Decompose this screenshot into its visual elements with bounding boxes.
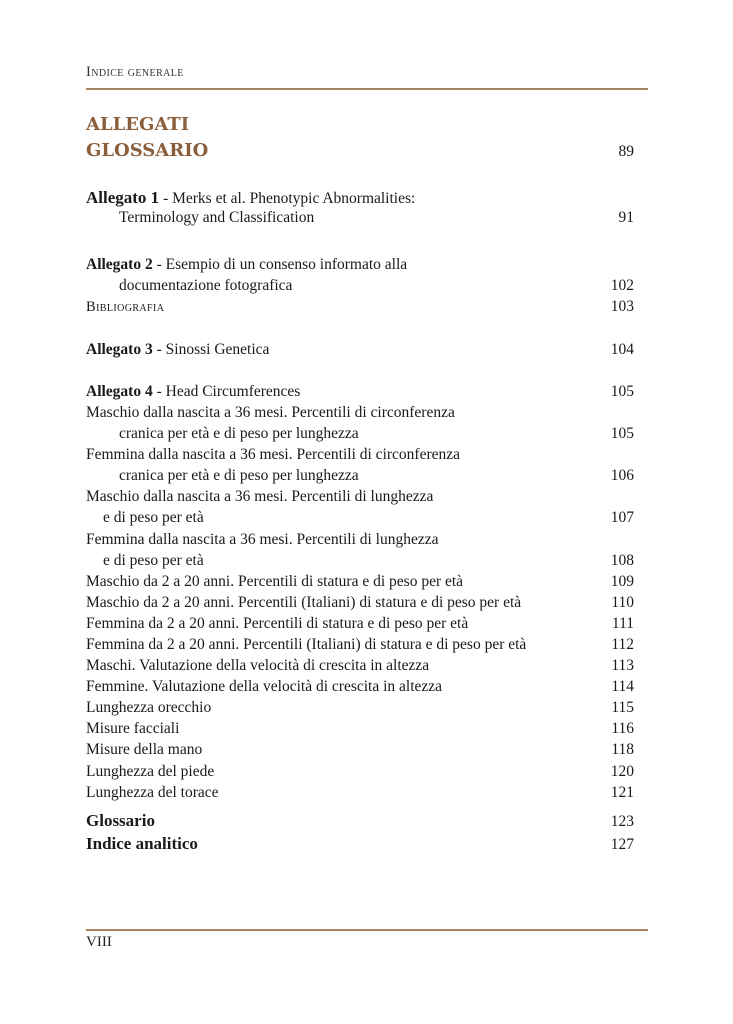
toc-entry-indice-analitico: Indice analitico (86, 834, 198, 853)
toc-subentry: Femmina da 2 a 20 anni. Percentili (Italiani) di statura e di peso per età (86, 636, 527, 653)
toc-subentry-page: 108 (610, 552, 634, 569)
toc-subentry-continued: e di peso per età (103, 552, 204, 569)
allegato-4-label: Allegato 4 (86, 383, 153, 400)
toc-subentry: Femmina dalla nascita a 36 mesi. Percentili di lunghezza (86, 531, 439, 548)
allegato-2-title: - Esempio di un consenso informato alla (152, 256, 408, 273)
header-rule (86, 88, 648, 90)
toc-subentry-continued: cranica per età e di peso per lunghezza (119, 467, 359, 484)
toc-subentry: Femmina dalla nascita a 36 mesi. Percentili di circonferenza (86, 446, 461, 463)
toc-subentry-page: 113 (611, 657, 634, 674)
toc-subentry: Maschio da 2 a 20 anni. Percentili (Italiani) di statura e di peso per età (86, 594, 522, 611)
toc-subentry-page: 109 (610, 573, 634, 590)
toc-subentry-page: 118 (611, 741, 634, 758)
footer-rule (86, 929, 648, 931)
toc-subentry-page: 110 (611, 594, 634, 611)
allegato-2-title-continued: documentazione fotografica (119, 277, 293, 294)
allegato-1-label: Allegato 1 (86, 188, 160, 207)
toc-subentry: Maschio da 2 a 20 anni. Percentili di statura e di peso per età (86, 573, 464, 590)
toc-subentry-continued: cranica per età e di peso per lunghezza (119, 425, 359, 442)
toc-subentry-page: 112 (611, 636, 634, 653)
toc-subentry-page: 116 (611, 720, 634, 737)
glossario-page: 123 (610, 813, 634, 830)
glossario-section-page: 89 (618, 143, 634, 160)
bibliografia-entry: Bibliografia (86, 299, 165, 315)
toc-subentry-page: 105 (610, 425, 634, 442)
toc-subentry-page: 115 (611, 699, 634, 716)
toc-entry-allegato-2 (86, 256, 407, 274)
allegato-1-page: 91 (618, 209, 634, 226)
toc-subentry-page: 111 (611, 615, 634, 632)
section-allegati: ALLEGATI (86, 114, 190, 135)
allegato-4-page: 105 (610, 383, 634, 400)
page-number: VIII (86, 934, 112, 950)
toc-entry-allegato-1 (86, 188, 415, 208)
allegato-4-title: - Head Circumferences (152, 383, 301, 400)
toc-subentry: Misure della mano (86, 741, 203, 758)
toc-subentry-page: 107 (610, 509, 634, 526)
toc-subentry: Lunghezza orecchio (86, 699, 212, 716)
toc-subentry-page: 121 (610, 784, 634, 801)
allegato-3-title: - Sinossi Genetica (152, 341, 270, 358)
running-header: Indice generale (86, 64, 184, 80)
toc-subentry: Maschi. Valutazione della velocità di crescita in altezza (86, 657, 430, 674)
allegato-1-title-continued: Terminology and Classification (119, 209, 315, 226)
toc-subentry: Lunghezza del torace (86, 784, 219, 801)
toc-subentry-page: 114 (611, 678, 634, 695)
allegato-2-label: Allegato 2 (86, 256, 153, 273)
toc-subentry: Femmine. Valutazione della velocità di crescita in altezza (86, 678, 443, 695)
toc-subentry: Femmina da 2 a 20 anni. Percentili di statura e di peso per età (86, 615, 469, 632)
toc-subentry-page: 106 (610, 467, 634, 484)
toc-subentry: Maschio dalla nascita a 36 mesi. Percentili di lunghezza (86, 488, 434, 505)
bibliografia-page: 103 (610, 298, 634, 315)
toc-entry-glossario: Glossario (86, 811, 155, 830)
allegato-3-page: 104 (610, 341, 634, 358)
toc-subentry: Maschio dalla nascita a 36 mesi. Percentili di circonferenza (86, 404, 455, 421)
allegato-3-label: Allegato 3 (86, 341, 153, 358)
allegato-1-title: - Merks et al. Phenotypic Abnormalities: (159, 190, 416, 207)
indice-analitico-page: 127 (610, 836, 634, 853)
toc-subentry-page: 120 (610, 763, 634, 780)
toc-subentry-continued: e di peso per età (103, 509, 204, 526)
allegato-2-page: 102 (610, 277, 634, 294)
toc-entry-allegato-4 (86, 383, 300, 401)
toc-subentry: Misure facciali (86, 720, 180, 737)
toc-subentry: Lunghezza del piede (86, 763, 215, 780)
section-glossario: GLOSSARIO (86, 140, 209, 161)
toc-entry-allegato-3 (86, 341, 269, 359)
